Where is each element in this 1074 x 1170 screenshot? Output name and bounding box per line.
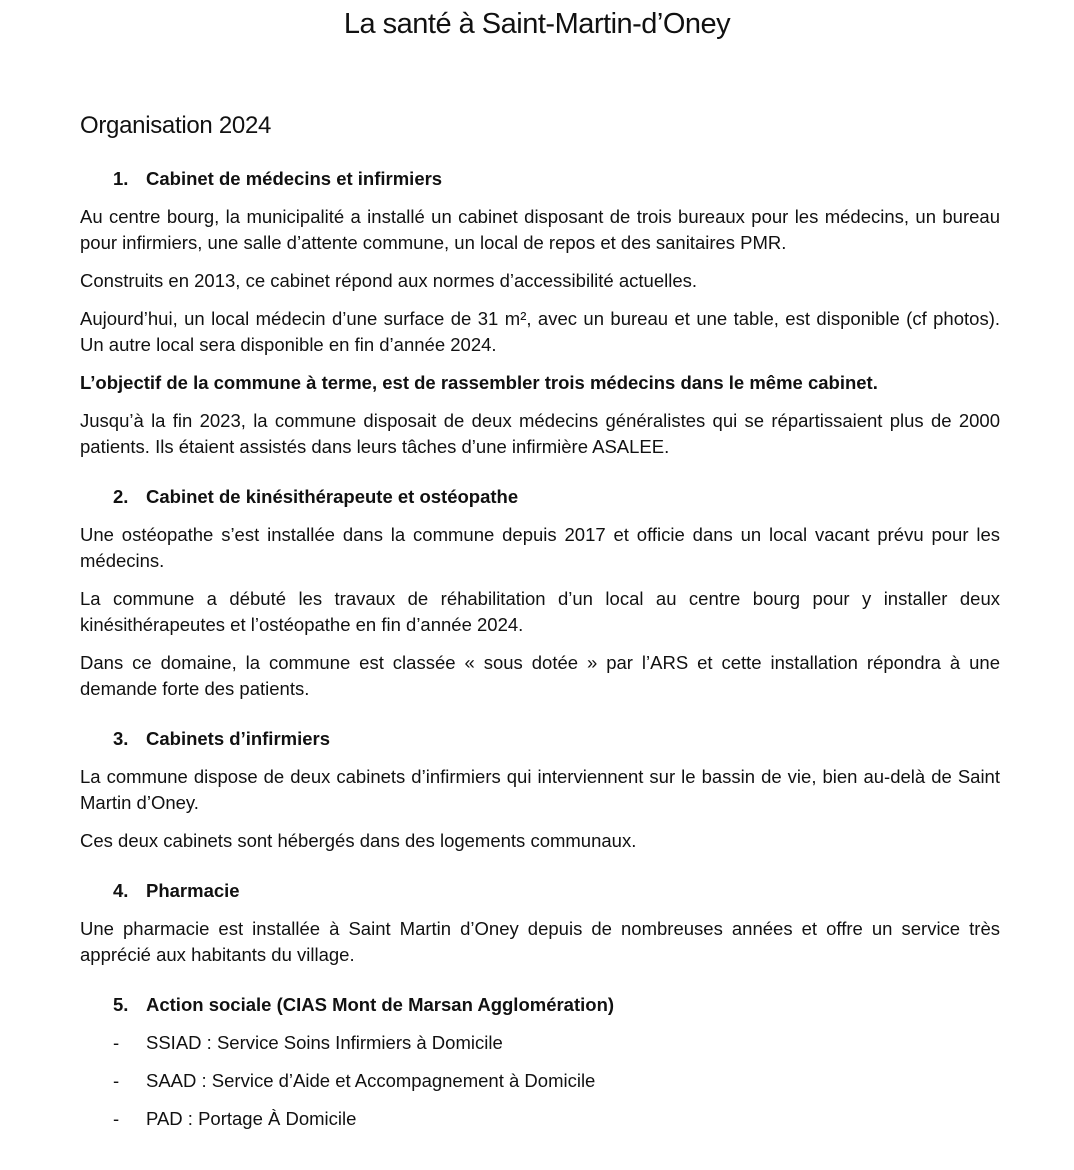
paragraph: Ces deux cabinets sont hébergés dans des logements communaux. — [80, 830, 637, 851]
section-medecins-infirmiers — [80, 166, 1000, 460]
list-item-text: SSIAD : Service Soins Infirmiers à Domicile — [146, 1032, 503, 1053]
section-number: 1. — [113, 168, 129, 189]
objective-paragraph: L’objectif de la commune à terme, est de rassembler trois médecins dans le même cabinet. — [80, 372, 878, 393]
section-number: 5. — [113, 994, 129, 1015]
section-heading-text: Cabinet de médecins et infirmiers — [146, 168, 443, 189]
paragraph: Dans ce domaine, la commune est classée « sous dotée » par l’ARS et cette installation répondra à une demande forte des patients. — [80, 652, 1000, 699]
list-item — [80, 1068, 1000, 1094]
bullet-dash: - — [113, 1108, 120, 1129]
section-heading — [80, 166, 1000, 192]
paragraph: Une ostéopathe s’est installée dans la commune depuis 2017 et officie dans un local vacant prévu pour les médecins. — [80, 524, 1000, 571]
list-item-text: PAD : Portage À Domicile — [146, 1108, 357, 1129]
section-number: 4. — [113, 880, 129, 901]
list-item — [80, 1106, 1000, 1132]
bullet-list — [80, 1030, 1000, 1132]
section-pharmacie — [80, 878, 1000, 968]
paragraph: Une pharmacie est installée à Saint Martin d’Oney depuis de nombreuses années et offre un service très apprécié aux habitants du village. — [80, 918, 1000, 965]
section-heading — [80, 878, 1000, 904]
list-item — [80, 1030, 1000, 1056]
section-action-sociale — [80, 992, 1000, 1132]
section-kine-osteo — [80, 484, 1000, 702]
section-heading-text: Cabinets d’infirmiers — [146, 728, 331, 749]
section-number: 3. — [113, 728, 129, 749]
bullet-dash: - — [113, 1032, 120, 1053]
paragraph: Aujourd’hui, un local médecin d’une surface de 31 m², avec un bureau et une table, est disponible (cf photos). Un autre local sera disponible en fin d’année 2024. — [80, 308, 1000, 355]
section-heading-text: Cabinet de kinésithérapeute et ostéopathe — [146, 486, 519, 507]
paragraph: Jusqu’à la fin 2023, la commune disposait de deux médecins généralistes qui se répartissaient plus de 2000 patients. Ils étaient assistés dans leurs tâches d’une infirmière ASALEE. — [80, 410, 1000, 457]
section-heading — [80, 992, 1000, 1018]
section-heading — [80, 726, 1000, 752]
section-number: 2. — [113, 486, 129, 507]
section-heading — [80, 484, 1000, 510]
paragraph: La commune dispose de deux cabinets d’infirmiers qui interviennent sur le bassin de vie, bien au-delà de Saint Martin d’Oney. — [80, 766, 1000, 813]
bullet-dash: - — [113, 1070, 120, 1091]
paragraph: La commune a débuté les travaux de réhabilitation d’un local au centre bourg pour y installer deux kinésithérapeutes et l’ostéopathe en fin d’année 2024. — [80, 588, 1000, 635]
list-item-text: SAAD : Service d’Aide et Accompagnement à Domicile — [146, 1070, 596, 1091]
section-heading-text: Pharmacie — [146, 880, 240, 901]
section-heading-text: Action sociale (CIAS Mont de Marsan Agglomération) — [146, 994, 615, 1015]
section-infirmiers — [80, 726, 1000, 854]
document-body — [80, 166, 1000, 1144]
paragraph: Construits en 2013, ce cabinet répond aux normes d’accessibilité actuelles. — [80, 270, 698, 291]
paragraph: Au centre bourg, la municipalité a installé un cabinet disposant de trois bureaux pour les médecins, un bureau pour infirmiers, une salle d’attente commune, un local de repos et des sanitaires PMR. — [80, 206, 1000, 253]
page-subtitle: Organisation 2024 — [80, 112, 272, 139]
page-title: La santé à Saint-Martin-d’Oney — [343, 8, 731, 40]
